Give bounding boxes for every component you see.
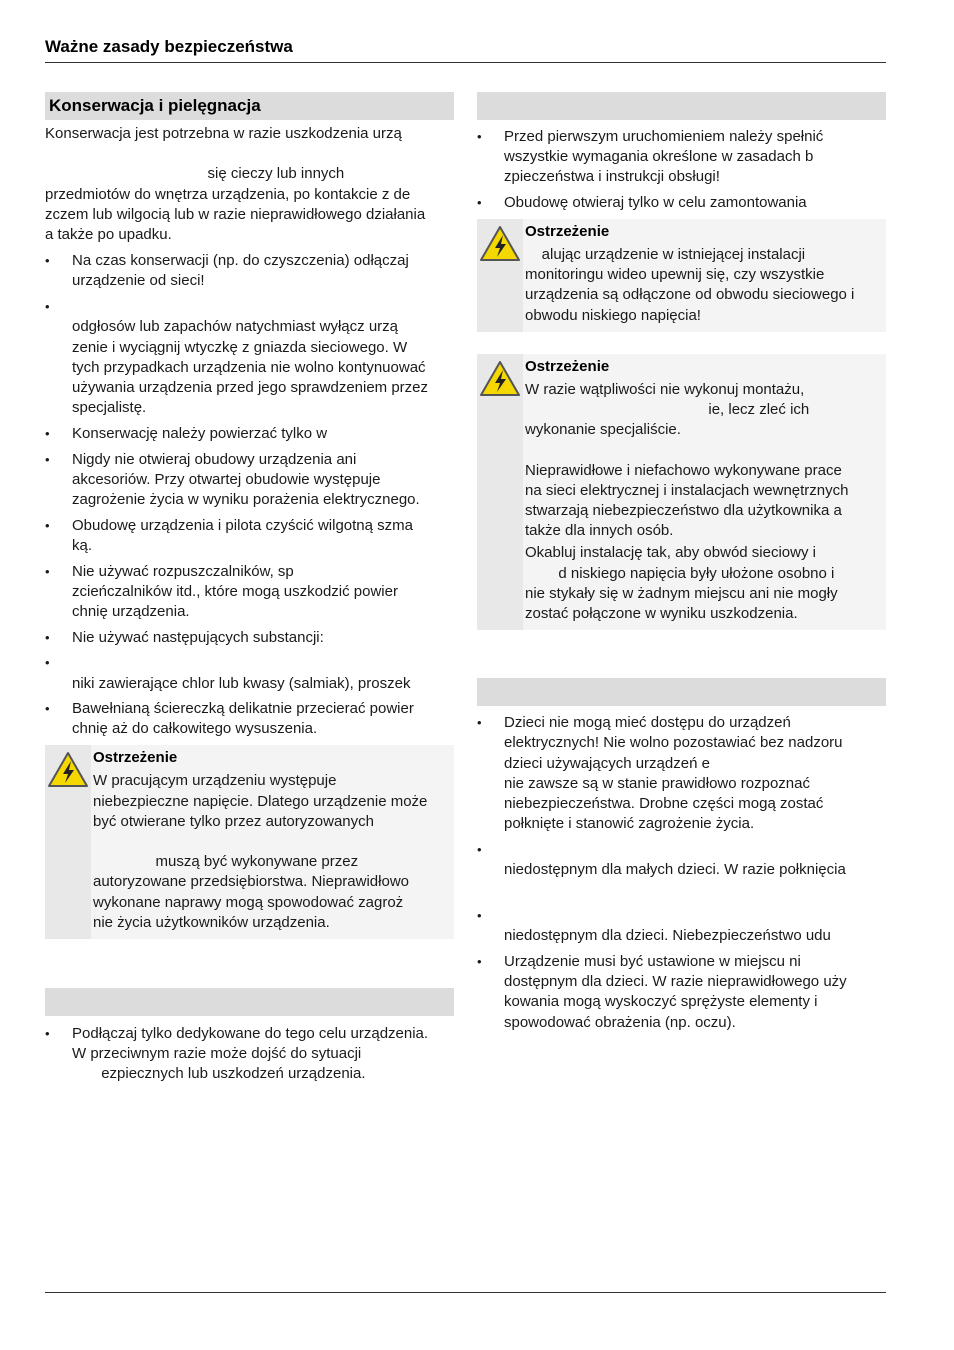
warning-box-installation [477,354,886,630]
children-list [477,713,886,1033]
list-item: • Na czas konserwacji (np. do czyszczenia) odłączaj urządzenie od sieci! [45,251,454,291]
list-item: • Obudowę urządzenia i pilota czyścić wilgotną szma ką. [45,516,454,556]
list-item: • Obudowę otwieraj tylko w celu zamontowania [477,193,886,213]
installation-list [477,127,886,213]
maintenance-intro: Konserwacja jest potrzebna w razie uszkodzenia urzą się cieczy lub innych przedmiotów do wnętrza urządzenia, po kontakcie z de zczem lub wilgocią lub w razie nieprawidłowego działania a także po upadku. [45,125,426,244]
list-item: • niki zawierające chlor lub kwasy (salmiak), proszek [45,653,454,693]
list-item: • Nie używać rozpuszczalników, sp zcieńczalników itd., które mogą uszkodzić powier chnię urządzenia. [45,562,454,623]
high-voltage-warning-icon [479,225,521,263]
header-rule [45,62,886,63]
warning-text: Okabluj instalację tak, aby obwód sieciowy i d niskiego napięcia były ułożone osobno i nie stykały się w żadnym miejscu ani nie mogły zostać połączone w wyniku uszkodzenia. [525,544,838,623]
warning-text: alując urządzenie w istniejącej instalacji monitoringu wideo upewnij się, czy wszystkie urządzenia są odłączone od obwodu sieciowego i obwodu niskiego napięcia! [525,246,855,324]
list-item: • niedostępnym dla małych dzieci. W razie połknięcia [477,840,886,901]
warning-title: Ostrzeżenie [525,222,610,240]
warning-title: Ostrzeżenie [93,749,178,767]
section-title-maintenance: Konserwacja i pielęgnacja [45,92,454,120]
high-voltage-warning-icon [479,360,521,398]
warning-text: W razie wątpliwości nie wykonuj montażu, ie, lecz zleć ich wykonanie specjaliście. [525,381,810,439]
list-item: • Podłączaj tylko dedykowane do tego celu urządzenia. W przeciwnym razie może dojść do sytuacji ezpiecznych lub uszkodzeń urządzenia. [45,1024,454,1085]
warning-box-disconnect [477,219,886,332]
warning-title: Ostrzeżenie [525,357,610,375]
list-item: • Bawełnianą ściereczką delikatnie przecierać powier chnię aż do całkowitego wysuszenia. [45,699,454,739]
left-column [45,92,454,1090]
right-column [477,92,886,1038]
warning-text: Nieprawidłowe i niefachowo wykonywane prace na sieci elektrycznej i instalacjach wewnętrznych stwarzają niebezpieczeństwo dla użytkownika a także dla innych osób. [525,461,849,540]
connections-list [45,1024,454,1085]
list-item: • Nie używać następujących substancji: [45,628,454,648]
list-item: • Konserwację należy powierzać tylko w [45,424,454,444]
list-item: • niedostępnym dla dzieci. Niebezpieczeństwo udu [477,906,886,946]
section-title-installation [477,92,886,120]
footer-rule [45,1292,886,1293]
high-voltage-warning-icon [47,751,89,789]
warning-text: W pracującym urządzeniu występuje niebezpieczne napięcie. Dlatego urządzenie może być otwierane tylko przez autoryzowanych muszą być wykonywane przez autoryzowane przedsiębiorstwa. Nieprawidłowo wykonane naprawy mogą spowodować zagroż nie życia użytkowników urządzenia. [93,772,428,931]
list-item: • Przed pierwszym uruchomieniem należy spełnić wszystkie wymagania określone w zasadach b zpieczeństwa i instrukcji obsługi! [477,127,886,188]
section-title-connections [45,988,454,1016]
section-title-children [477,678,886,706]
list-item: • Nigdy nie otwieraj obudowy urządzenia ani akcesoriów. Przy otwartej obudowie występuje zagrożenie życia w wyniku porażenia elektrycznego. [45,450,454,511]
page-title: Ważne zasady bezpieczeństwa [45,37,293,56]
maintenance-list [45,251,454,739]
list-item: • odgłosów lub zapachów natychmiast wyłącz urzą zenie i wyciągnij wtyczkę z gniazda sieciowego. W tych przypadkach urządzenia nie wolno kontynuować używania urządzenia przed jego sprawdzeniem przez specjalistę. [45,297,454,418]
list-item: • Dzieci nie mogą mieć dostępu do urządzeń elektrycznych! Nie wolno pozostawiać bez nadzoru dzieci używających urządzeń e nie zawsze są w stanie prawidłowo rozpoznać niebezpieczeństwa. Drobne części mogą zostać połknięte i stanowić zagrożenie życia. [477,713,886,834]
warning-box-voltage [45,745,454,939]
list-item: • Urządzenie musi być ustawione w miejscu ni dostępnym dla dzieci. W razie nieprawidłowego uży kowania mogą wyskoczyć sprężyste elementy i spowodować obrażenia (np. oczu). [477,952,886,1033]
